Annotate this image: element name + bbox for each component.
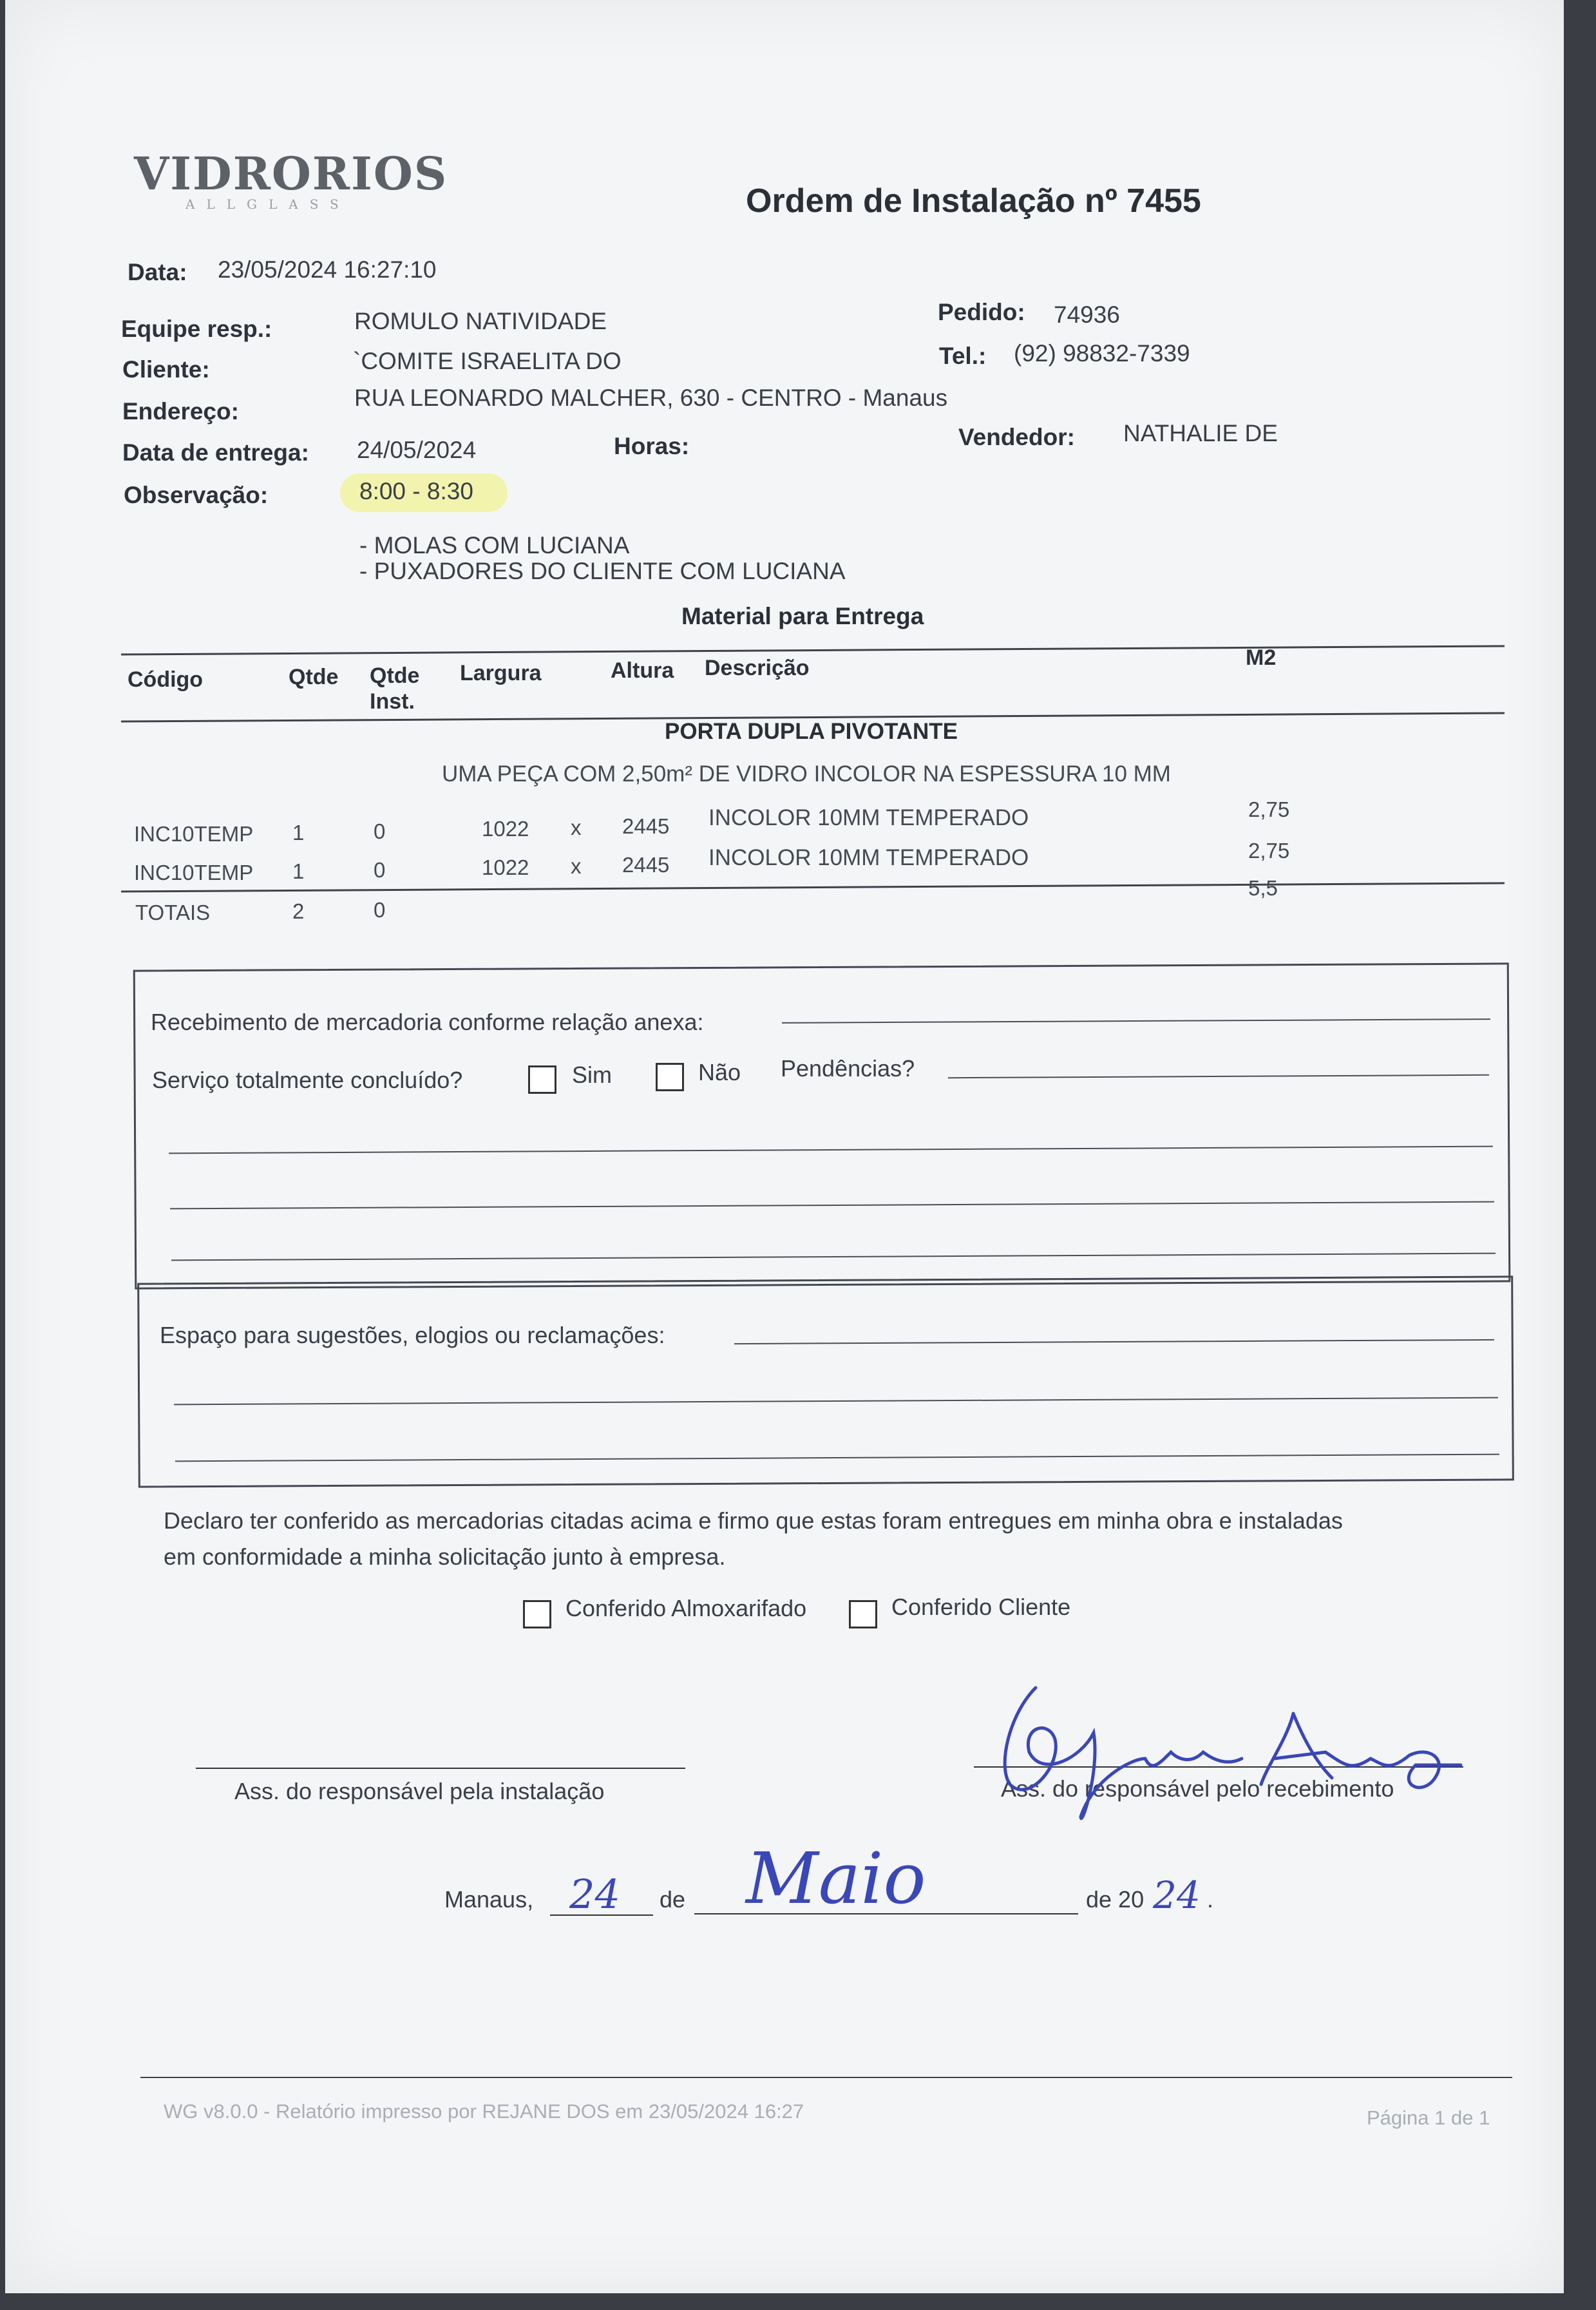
col-header-m2: M2 bbox=[1246, 645, 1277, 670]
footer-rule bbox=[140, 2077, 1512, 2078]
cell-inst: 0 bbox=[374, 819, 386, 843]
signature-line-instalacao[interactable] bbox=[196, 1768, 685, 1769]
note-line: - PUXADORES DO CLIENTE COM LUCIANA bbox=[359, 558, 846, 584]
sugestoes-label: Espaço para sugestões, elogios ou reclamações: bbox=[160, 1322, 665, 1348]
entrega-value: 24/05/2024 bbox=[357, 437, 477, 463]
col-header-qtde: Qtde bbox=[289, 665, 339, 689]
date-end: . bbox=[1207, 1886, 1214, 1913]
col-header-descricao: Descrição bbox=[705, 656, 810, 680]
declaration-line: em conformidade a minha solicitação junto à empresa. bbox=[164, 1543, 726, 1570]
nao-checkbox[interactable] bbox=[656, 1063, 684, 1091]
conferido-almox-label: Conferido Almoxarifado bbox=[565, 1595, 807, 1621]
document-page bbox=[5, 0, 1564, 2293]
cell-qtde: 1 bbox=[292, 821, 305, 845]
recebimento-label: Recebimento de mercadoria conforme relação anexa: bbox=[151, 1009, 704, 1035]
logo-main-text: VIDRORIOS bbox=[134, 147, 448, 200]
signature-label-recebimento: Ass. do responsável pelo recebimento bbox=[1001, 1775, 1394, 1802]
totals-label: TOTAIS bbox=[135, 901, 211, 924]
cell-largura: 1022 bbox=[482, 855, 529, 879]
logo-sub-text: ALLGLASS bbox=[185, 196, 350, 212]
horas-label: Horas: bbox=[614, 433, 690, 459]
footer-right: Página 1 de 1 bbox=[1367, 2106, 1490, 2129]
observacao-value: 8:00 - 8:30 bbox=[359, 478, 473, 504]
date-month: Maio bbox=[746, 1837, 926, 1920]
equipe-value: ROMULO NATIVIDADE bbox=[354, 308, 607, 334]
note-line: - MOLAS COM LUCIANA bbox=[359, 532, 630, 558]
nao-label: Não bbox=[698, 1059, 741, 1085]
declaration-line: Declaro ter conferido as mercadorias citadas acima e firmo que estas foram entregues em minha obra e instaladas bbox=[164, 1507, 1343, 1534]
cell-descricao: INCOLOR 10MM TEMPERADO bbox=[708, 805, 1029, 830]
cell-codigo: INC10TEMP bbox=[134, 861, 254, 884]
date-city: Manaus, bbox=[444, 1886, 534, 1913]
totals-m2: 5,5 bbox=[1248, 876, 1278, 900]
conferido-cliente-checkbox[interactable] bbox=[849, 1600, 877, 1628]
date-year: 24 bbox=[1153, 1873, 1201, 1917]
document-title: Ordem de Instalação nº 7455 bbox=[746, 182, 1201, 220]
cliente-value: `COMITE ISRAELITA DO bbox=[353, 348, 622, 374]
cell-m2: 2,75 bbox=[1248, 839, 1290, 863]
totals-inst: 0 bbox=[374, 898, 386, 922]
sim-label: Sim bbox=[572, 1062, 612, 1088]
date-day: 24 bbox=[569, 1871, 620, 1918]
table-top-rule bbox=[121, 645, 1505, 655]
tel-value: (92) 98832-7339 bbox=[1014, 340, 1190, 367]
col-header-altura: Altura bbox=[611, 658, 674, 683]
vendedor-label: Vendedor: bbox=[958, 424, 1075, 450]
handwritten-signature bbox=[984, 1636, 1474, 1829]
conferido-almox-checkbox[interactable] bbox=[523, 1600, 551, 1628]
company-logo bbox=[134, 147, 448, 212]
cell-m2: 2,75 bbox=[1248, 797, 1290, 821]
endereco-label: Endereço: bbox=[122, 398, 239, 425]
pedido-label: Pedido: bbox=[938, 299, 1025, 325]
conferido-cliente-label: Conferido Cliente bbox=[891, 1594, 1071, 1620]
data-value: 23/05/2024 16:27:10 bbox=[218, 256, 437, 283]
cell-altura: 2445 bbox=[622, 814, 670, 838]
cell-inst: 0 bbox=[374, 858, 386, 882]
signature-label-instalacao: Ass. do responsável pela instalação bbox=[234, 1778, 605, 1804]
cell-descricao: INCOLOR 10MM TEMPERADO bbox=[708, 845, 1029, 870]
data-label: Data: bbox=[128, 259, 187, 285]
footer-left: WG v8.0.0 - Relatório impresso por REJANE DOS em 23/05/2024 16:27 bbox=[164, 2100, 804, 2123]
totals-qtde: 2 bbox=[292, 899, 305, 923]
cell-codigo: INC10TEMP bbox=[134, 822, 254, 846]
vendedor-value: NATHALIE DE bbox=[1123, 420, 1278, 446]
totals-rule bbox=[121, 882, 1505, 892]
group-description: UMA PEÇA COM 2,50m² DE VIDRO INCOLOR NA ESPESSURA 10 MM bbox=[442, 761, 1171, 787]
pedido-value: 74936 bbox=[1054, 301, 1120, 328]
observacao-label: Observação: bbox=[124, 482, 269, 508]
sim-checkbox[interactable] bbox=[528, 1065, 556, 1094]
col-header-codigo: Código bbox=[128, 667, 204, 692]
suggestions-box bbox=[137, 1275, 1514, 1487]
entrega-label: Data de entrega: bbox=[122, 439, 309, 466]
equipe-label: Equipe resp.: bbox=[121, 316, 272, 342]
pendencias-label: Pendências? bbox=[781, 1055, 915, 1082]
col-header-largura: Largura bbox=[460, 661, 542, 685]
cell-largura: 1022 bbox=[482, 817, 529, 841]
date-de2: de 20 bbox=[1086, 1886, 1145, 1913]
servico-label: Serviço totalmente concluído? bbox=[152, 1067, 463, 1093]
tel-label: Tel.: bbox=[939, 343, 987, 369]
col-header-qtde-inst: Qtde bbox=[370, 663, 420, 688]
col-header-inst: Inst. bbox=[370, 689, 415, 714]
cell-x: x bbox=[571, 854, 582, 878]
cell-qtde: 1 bbox=[292, 859, 305, 883]
date-de1: de bbox=[660, 1886, 686, 1913]
endereco-value: RUA LEONARDO MALCHER, 630 - CENTRO - Manaus bbox=[354, 385, 948, 411]
cell-x: x bbox=[571, 816, 582, 839]
cliente-label: Cliente: bbox=[122, 356, 210, 383]
cell-altura: 2445 bbox=[622, 853, 670, 877]
material-title: Material para Entrega bbox=[681, 603, 924, 629]
group-title: PORTA DUPLA PIVOTANTE bbox=[665, 719, 958, 744]
